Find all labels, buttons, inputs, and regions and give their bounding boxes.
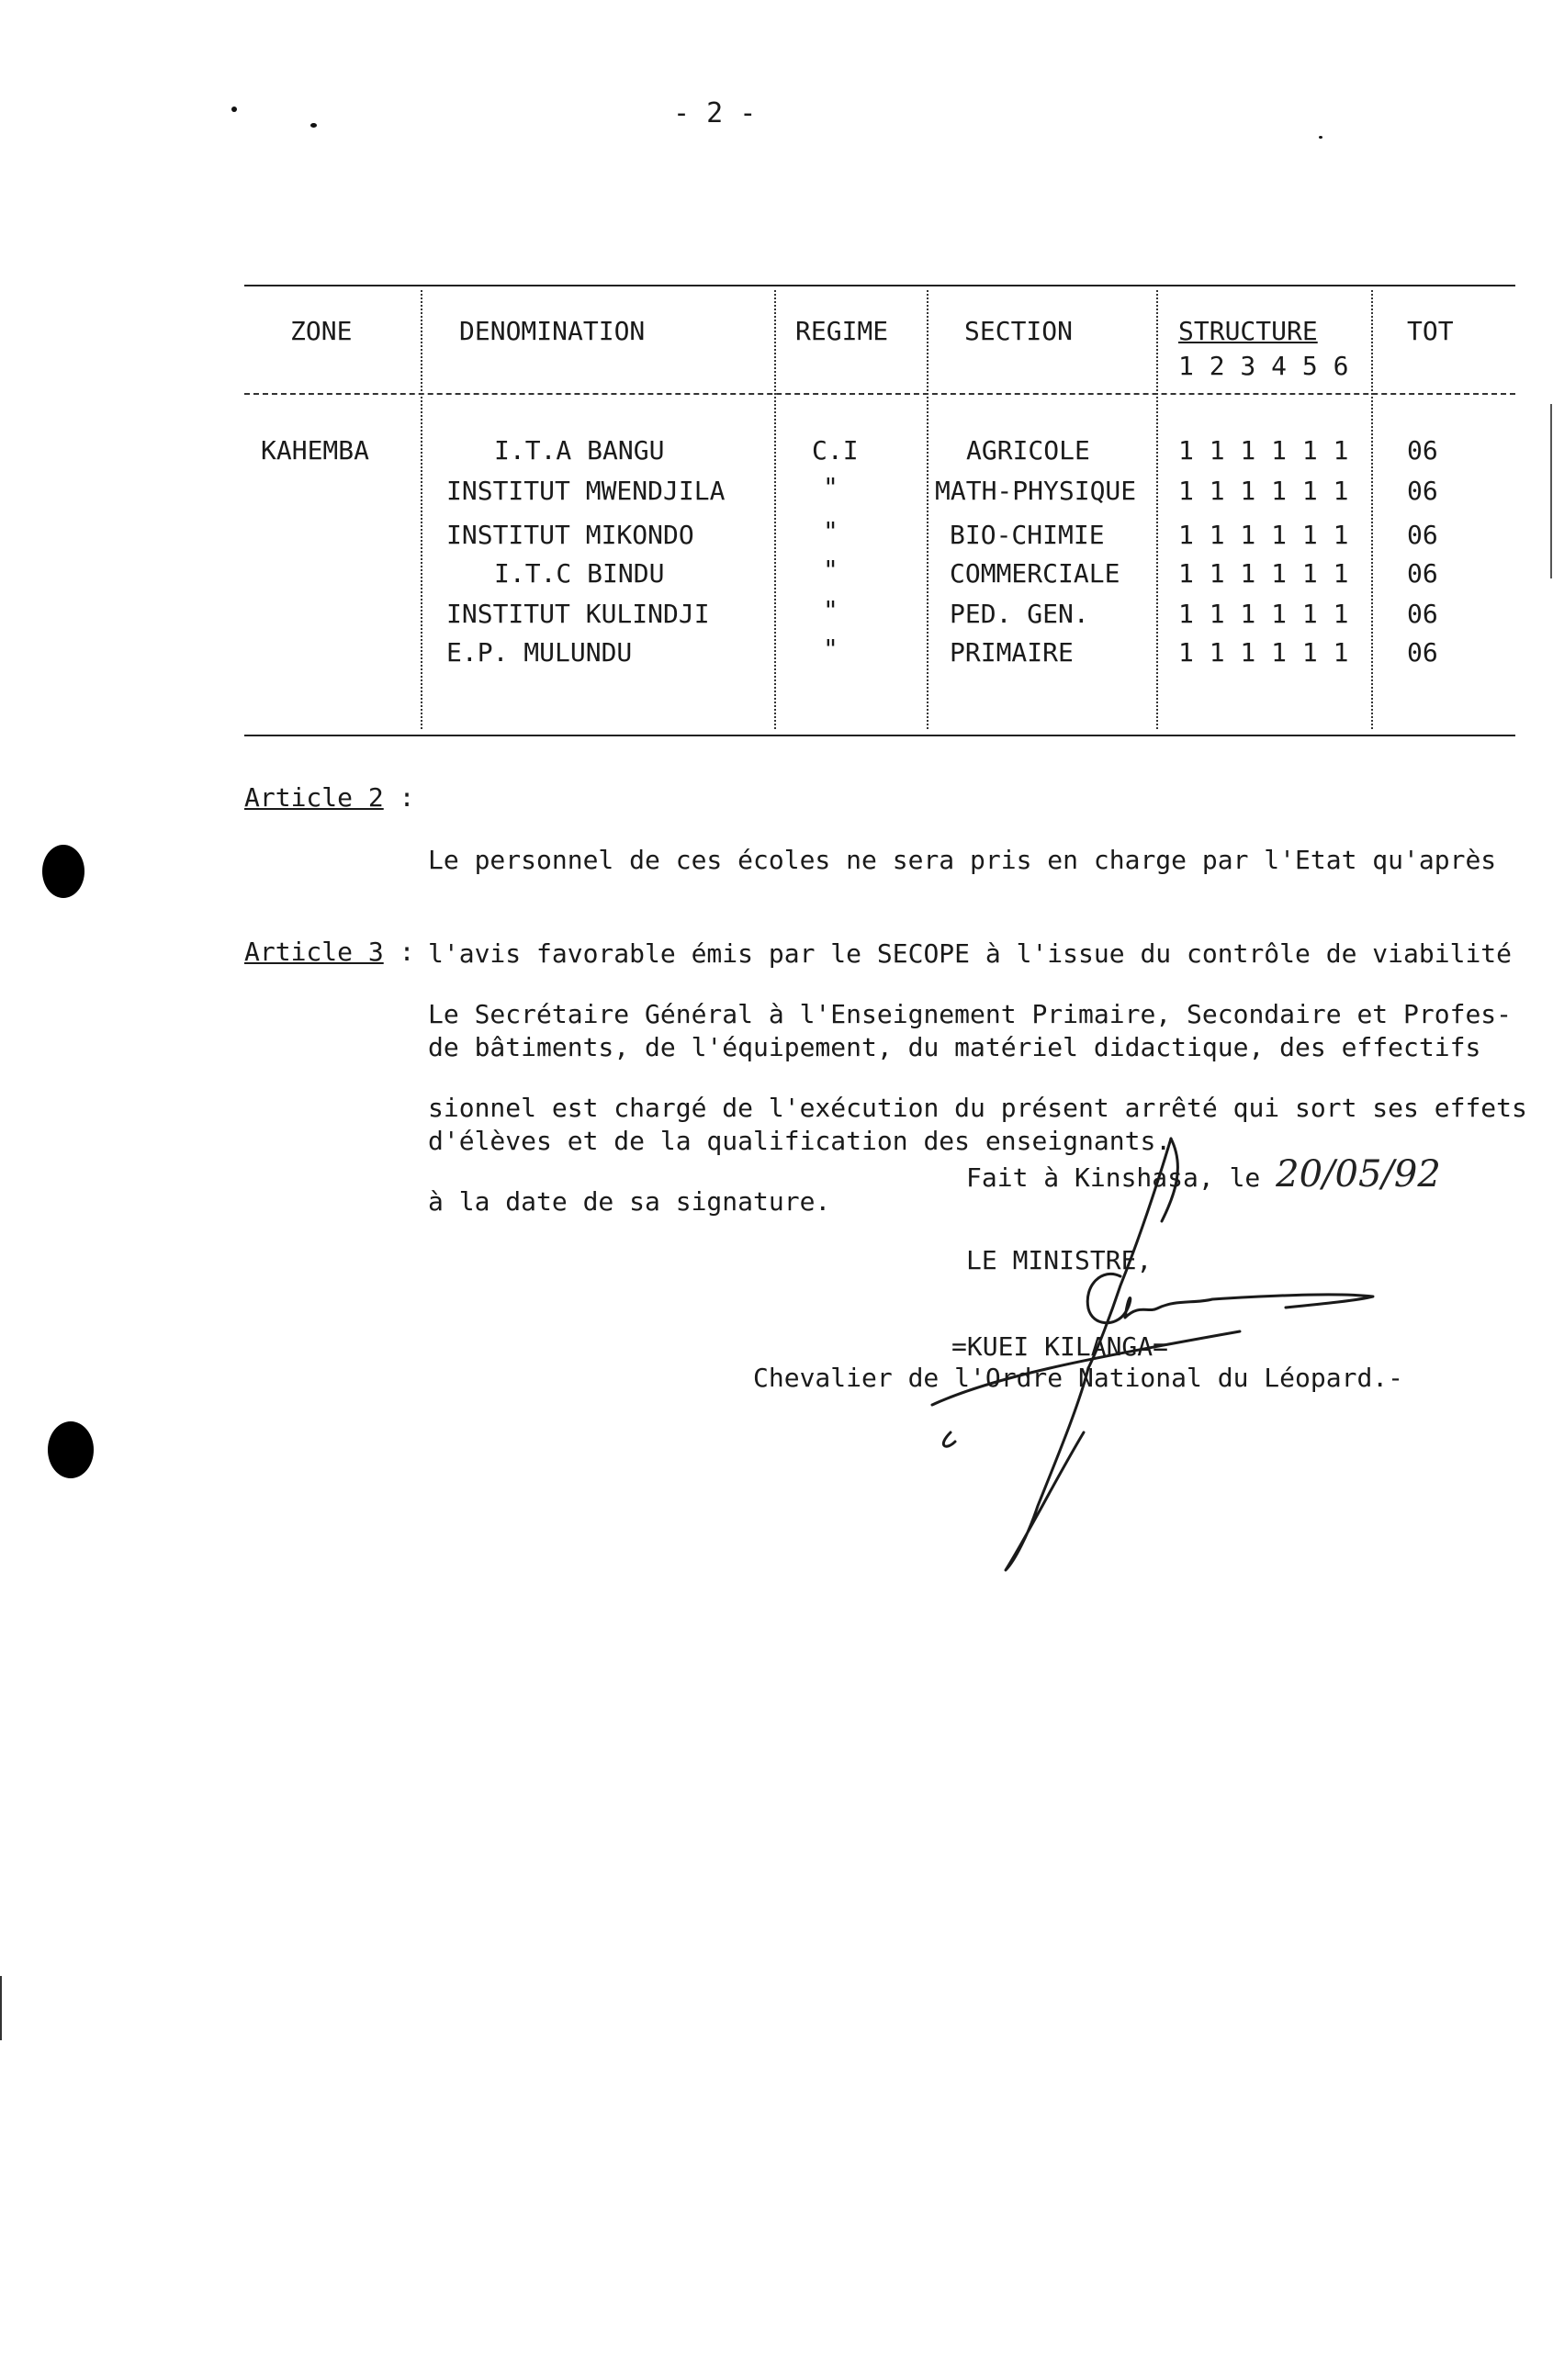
regime-cell: " — [823, 595, 838, 625]
structure-cell: 1 1 1 1 1 1 — [1178, 637, 1349, 668]
article-label — [244, 937, 419, 968]
zone-cell: KAHEMBA — [261, 435, 370, 466]
denomination-cell: I.T.A BANGU — [494, 435, 665, 466]
article-line: de bâtiments, de l'équipement, du matériel didactique, des effectifs — [428, 1032, 1481, 1062]
header-section: SECTION — [964, 316, 1074, 346]
structure-cell: 1 1 1 1 1 1 — [1178, 558, 1349, 589]
article-2-label: Article 2 — [244, 782, 384, 813]
header-zone: ZONE — [290, 316, 353, 346]
denomination-cell: I.T.C BINDU — [494, 558, 665, 589]
article-separator: : — [399, 782, 415, 813]
article-line: l'avis favorable émis par le SECOPE à l'issue du contrôle de viabilité — [428, 938, 1513, 969]
scan-edge-mark — [0, 1976, 2, 2040]
section-cell: PED. GEN. — [950, 599, 1089, 629]
header-structure: STRUCTURE — [1178, 316, 1318, 346]
scan-edge-mark — [1550, 404, 1552, 578]
denomination-cell: E.P. MULUNDU — [446, 637, 633, 668]
article-line: Le personnel de ces écoles ne sera pris en charge par l'Etat qu'après — [428, 845, 1497, 875]
header-denomination: DENOMINATION — [459, 316, 646, 346]
column-separator — [421, 290, 422, 729]
tot-cell: 06 — [1407, 435, 1438, 466]
structure-cell: 1 1 1 1 1 1 — [1178, 520, 1349, 550]
regime-cell: " — [823, 472, 838, 502]
tot-cell: 06 — [1407, 558, 1438, 589]
column-separator — [1156, 290, 1158, 729]
article-separator: : — [399, 937, 415, 967]
header-divider — [244, 393, 1515, 395]
regime-cell: " — [823, 555, 838, 585]
article-line: d'élèves et de la qualification des enseignants. — [428, 1126, 1172, 1156]
tot-cell: 06 — [1407, 520, 1438, 550]
table-top-rule — [244, 285, 1515, 286]
regime-cell: C.I — [812, 435, 859, 466]
ink-speck — [310, 123, 317, 128]
regime-cell: " — [823, 634, 838, 664]
article-line: Le Secrétaire Général à l'Enseignement Primaire, Secondaire et Profes- — [428, 999, 1513, 1029]
section-cell: BIO-CHIMIE — [950, 520, 1105, 550]
column-separator — [774, 290, 776, 729]
table-bottom-rule — [244, 735, 1515, 736]
handwritten-date: 20/05/92 — [1276, 1153, 1441, 1196]
section-cell: PRIMAIRE — [950, 637, 1074, 668]
header-tot: TOT — [1407, 316, 1454, 346]
structure-cell: 1 1 1 1 1 1 — [1178, 599, 1349, 629]
page-number: - 2 - — [673, 97, 757, 129]
minister-distinction: Chevalier de l'Ordre National du Léopard.- — [753, 1363, 1404, 1393]
column-separator — [1371, 290, 1373, 729]
structure-cell: 1 1 1 1 1 1 — [1178, 476, 1349, 506]
header-regime: REGIME — [795, 316, 889, 346]
ink-speck — [1319, 136, 1322, 139]
minister-name: =KUEI KILANGA= — [951, 1331, 1169, 1362]
denomination-cell: INSTITUT MIKONDO — [446, 520, 694, 550]
tot-cell: 06 — [1407, 476, 1438, 506]
minister-title: LE MINISTRE, — [966, 1245, 1153, 1275]
article-3-label: Article 3 — [244, 937, 384, 967]
regime-cell: " — [823, 516, 838, 546]
tot-cell: 06 — [1407, 637, 1438, 668]
article-label — [244, 782, 419, 814]
column-separator — [927, 290, 928, 729]
ink-blot — [48, 1421, 94, 1478]
article-line: sionnel est chargé de l'exécution du présent arrêté qui sort ses effets — [428, 1093, 1527, 1123]
section-cell: COMMERCIALE — [950, 558, 1120, 589]
structure-cell: 1 1 1 1 1 1 — [1178, 435, 1349, 466]
header-structure-digits: 1 2 3 4 5 6 — [1178, 351, 1349, 381]
tot-cell: 06 — [1407, 599, 1438, 629]
ink-blot — [42, 845, 84, 898]
ink-speck — [231, 107, 237, 112]
section-cell: MATH-PHYSIQUE — [935, 476, 1137, 506]
place-label: Fait à Kinshasa, le — [966, 1162, 1261, 1193]
denomination-cell: INSTITUT MWENDJILA — [446, 476, 726, 506]
article-line: à la date de sa signature. — [428, 1186, 831, 1217]
denomination-cell: INSTITUT KULINDJI — [446, 599, 710, 629]
section-cell: AGRICOLE — [966, 435, 1090, 466]
handwritten-signature — [808, 1129, 1396, 1589]
